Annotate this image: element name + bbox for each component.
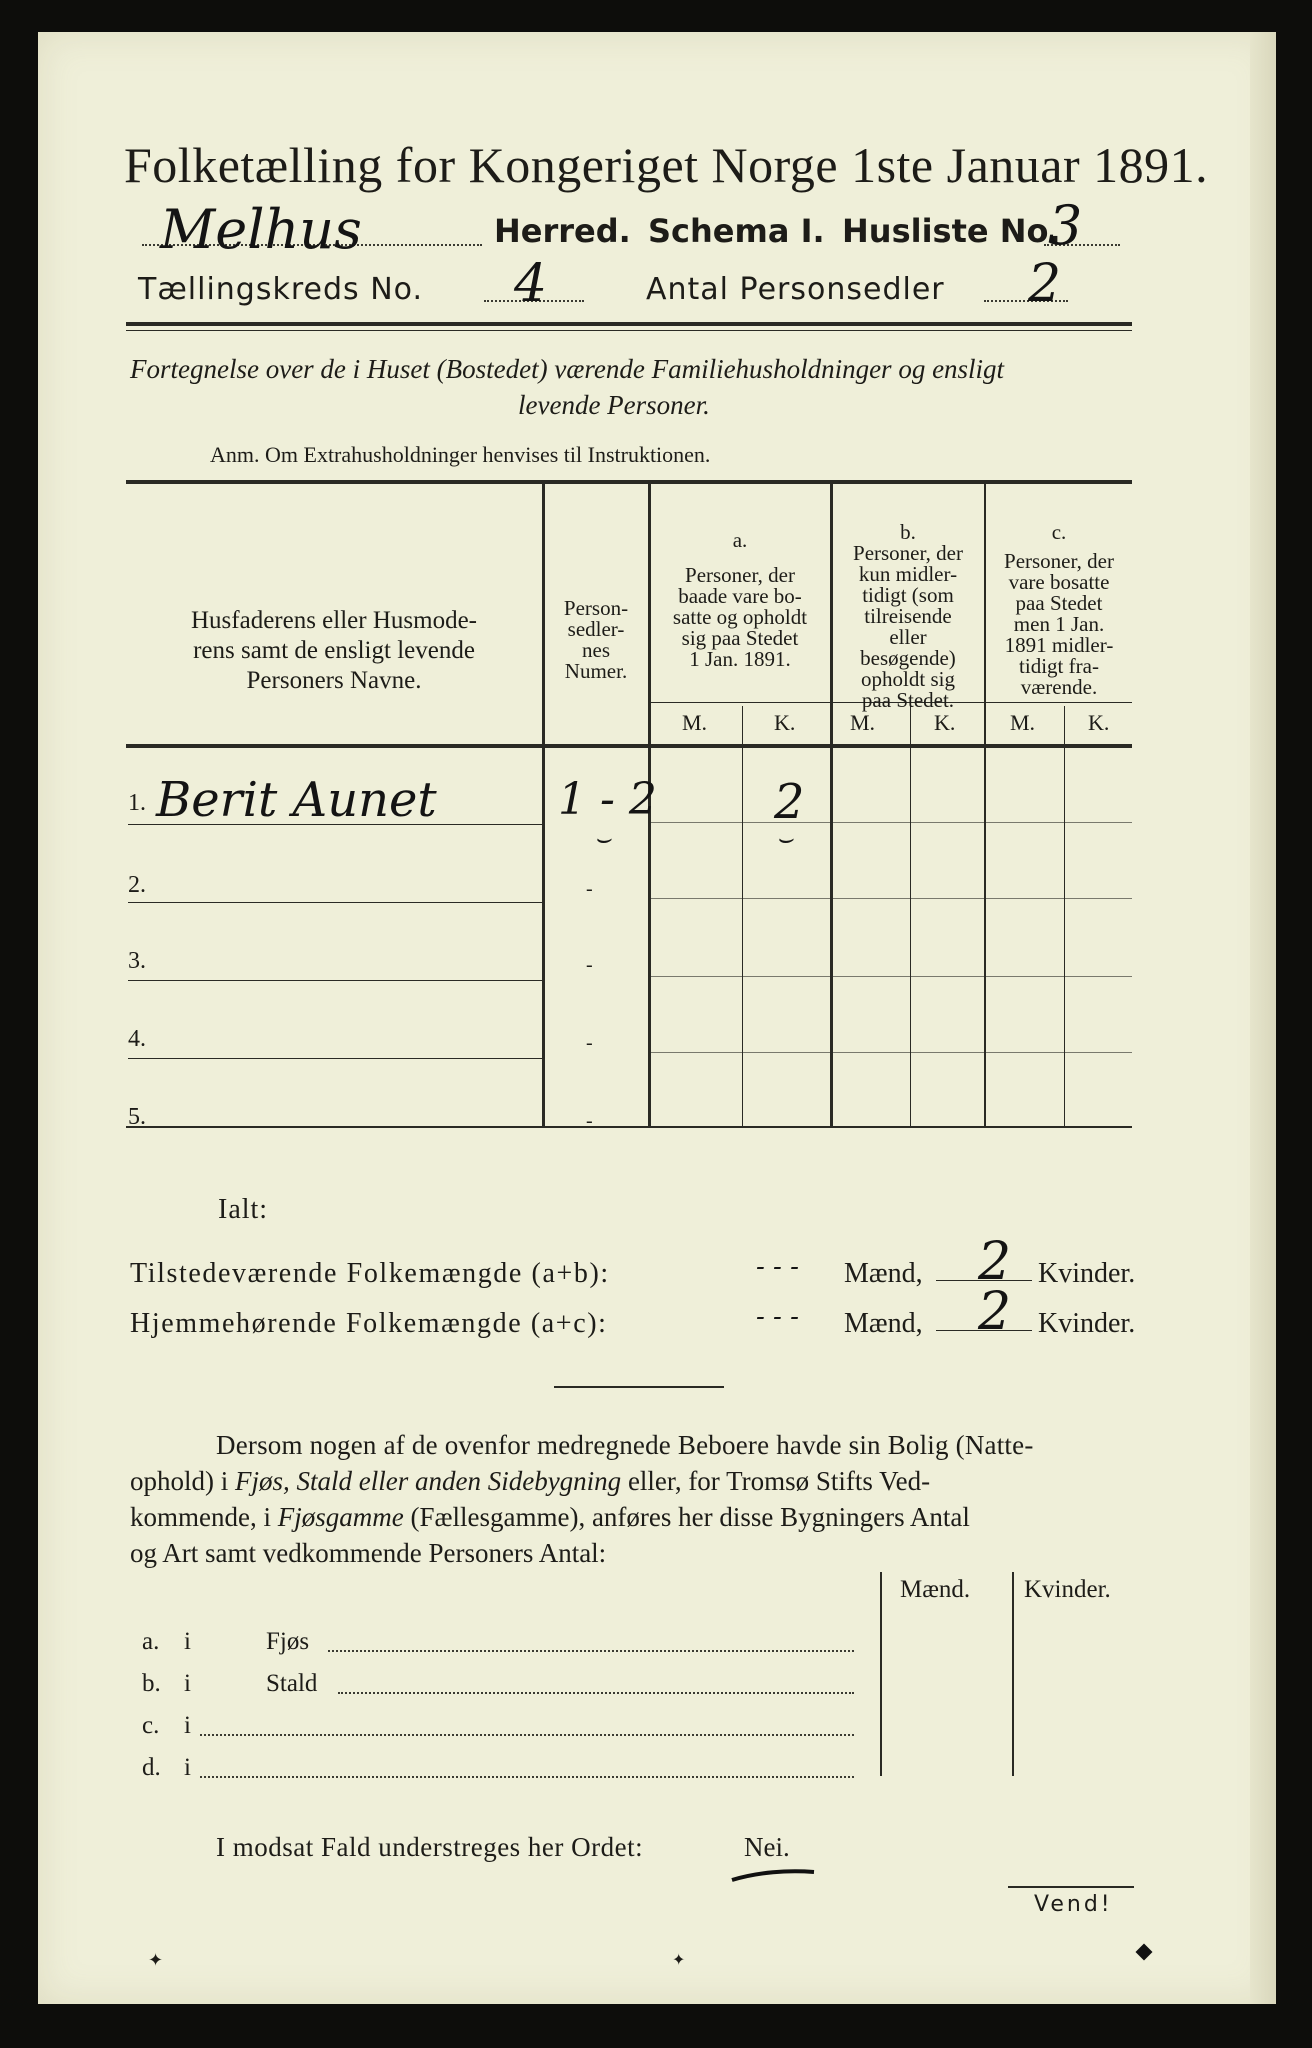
text: kommende, i	[130, 1502, 278, 1532]
outbuilding-letter: a.	[142, 1628, 160, 1655]
totals-present-label: Tilstedeværende Folkemængde (a+b):	[130, 1258, 610, 1289]
row-rule	[650, 898, 1132, 899]
totals-present-kvinder: 2	[978, 1232, 1012, 1292]
kreds-value: 4	[514, 254, 548, 314]
outbuildings-col-divider	[1012, 1572, 1014, 1776]
row-number: 1.	[128, 790, 146, 816]
header-line: tidigt fra-	[1019, 654, 1099, 678]
header-line: paa Stedet	[1015, 591, 1103, 615]
header-col-c	[986, 522, 1132, 698]
col-b-m-label: M.	[850, 710, 876, 735]
row-name: Berit Aunet	[156, 772, 437, 828]
husliste-label: Husliste No.	[842, 212, 1061, 250]
header-line: sedler-	[567, 617, 625, 641]
dotted-fill-line	[200, 1734, 854, 1736]
header-line: nes	[582, 638, 610, 662]
row-rule	[650, 822, 1132, 823]
outbuildings-para-1: Dersom nogen af de ovenfor medregnede Beboere havde sin Bolig (Natte-	[216, 1430, 1034, 1460]
outbuilding-label: Fjøs	[266, 1628, 310, 1655]
binding-mark-icon: ✦	[672, 1950, 686, 1969]
census-form-sheet	[38, 32, 1276, 2004]
outbuildings-maend-header: Mænd.	[900, 1576, 971, 1603]
header-line: 1 Jan. 1891.	[689, 647, 791, 671]
header-line: satte og opholdt	[672, 605, 808, 629]
row-person-number: -	[586, 1032, 593, 1054]
col-c-k-label: K.	[1088, 710, 1110, 735]
outbuildings-col-divider	[880, 1572, 882, 1776]
header-person-number	[546, 598, 646, 682]
table-header-bottom-rule	[126, 744, 1132, 748]
header-line: vare bosatte	[1008, 570, 1110, 594]
section-divider	[554, 1386, 724, 1388]
header-line: 1891 midler-	[1004, 633, 1114, 657]
table-mk-divider	[742, 706, 743, 1126]
header-letter: b.	[900, 520, 916, 544]
intro-line-2: levende Personer.	[518, 390, 710, 420]
header-names-line: Personers Navne.	[246, 667, 422, 694]
header-letter: c.	[1051, 520, 1067, 544]
herred-value: Melhus	[160, 198, 362, 261]
kvinder-label: Kvinder.	[1038, 1258, 1136, 1289]
header-line: baade vare bo-	[678, 584, 802, 608]
binding-mark-icon: ✦	[148, 1950, 164, 1971]
header-rule	[126, 322, 1132, 326]
schema-label: Schema I.	[648, 212, 825, 250]
header-line: Personer, der	[1004, 549, 1114, 573]
table-top-rule	[126, 480, 1132, 484]
outbuilding-letter: c.	[142, 1712, 160, 1739]
binding-mark-icon	[1136, 1944, 1153, 1961]
nei-word: Nei.	[744, 1832, 790, 1862]
table-mk-divider	[910, 706, 911, 1126]
outbuilding-label: Stald	[266, 1670, 318, 1697]
row-rule	[128, 1058, 542, 1059]
col-c-m-label: M.	[1010, 710, 1036, 735]
row-rule	[128, 902, 542, 903]
header-line: sig paa Stedet	[681, 626, 799, 650]
col-a-k-label: K.	[774, 710, 796, 735]
outbuilding-prefix: i	[184, 1754, 191, 1781]
antal-label: Antal Personsedler	[646, 272, 945, 307]
totals-present-maend: - - -	[756, 1252, 799, 1282]
maend-label: Mænd,	[844, 1258, 923, 1289]
husliste-value: 3	[1048, 194, 1083, 257]
row-a-k-value: 2	[774, 774, 805, 830]
header-col-b	[832, 522, 984, 711]
col-b-k-label: K.	[934, 710, 956, 735]
header-rule-thin	[126, 330, 1132, 331]
header-line: besøgende)	[860, 646, 956, 670]
col-a-m-label: M.	[682, 710, 708, 735]
header-names-line: rens samt de ensligt levende	[193, 637, 475, 664]
vend-label: Vend!	[1034, 1892, 1113, 1917]
row-person-number: 1 - 2	[558, 774, 657, 825]
text-italic: Fjøs, Stald eller anden Sidebygning	[235, 1466, 622, 1496]
row-rule	[650, 976, 1132, 977]
header-col-a	[650, 530, 830, 670]
text: (Fællesgamme), anføres her disse Bygningers Antal	[403, 1502, 970, 1532]
text: ophold) i	[130, 1466, 235, 1496]
kvinder-label: Kvinder.	[1038, 1308, 1136, 1339]
row-person-number: -	[586, 878, 593, 900]
dotted-fill-line	[328, 1650, 854, 1652]
text: eller, for Tromsø Stifts Ved-	[621, 1466, 931, 1496]
header-line: tilreisende	[864, 604, 952, 628]
dotted-fill-line	[200, 1776, 854, 1778]
row-rule	[650, 1052, 1132, 1053]
totals-resident-kvinder: 2	[978, 1282, 1012, 1342]
outbuildings-para-4: og Art samt vedkommende Personers Antal:	[130, 1538, 607, 1568]
header-line: paa Stedet.	[861, 688, 955, 712]
check-mark: ⌣	[594, 824, 612, 854]
outbuilding-letter: d.	[142, 1754, 161, 1781]
ialt-label: Ialt:	[218, 1194, 269, 1225]
antal-value: 2	[1028, 254, 1062, 314]
check-mark: ⌣	[776, 824, 794, 854]
header-line: tidigt (som	[862, 583, 954, 607]
row-number: 2.	[128, 872, 146, 898]
nei-underline-stroke	[728, 1866, 818, 1886]
maend-label: Mænd,	[844, 1308, 923, 1339]
row-rule	[128, 980, 542, 981]
header-names	[134, 606, 534, 696]
header-line: Numer.	[564, 659, 628, 683]
dotted-fill-line	[338, 1692, 854, 1694]
outbuilding-prefix: i	[184, 1628, 191, 1655]
row-person-number: -	[586, 954, 593, 976]
nei-instruction: I modsat Fald understreges her Ordet:	[216, 1832, 644, 1862]
table-bottom-rule	[126, 1126, 1132, 1128]
row-number: 4.	[128, 1026, 146, 1052]
outbuildings-kvinder-header: Kvinder.	[1024, 1576, 1111, 1603]
row-number: 5.	[128, 1104, 146, 1130]
header-line: eller	[889, 625, 927, 649]
row-number: 3.	[128, 948, 146, 974]
herred-label: Herred.	[494, 212, 631, 250]
header-line: men 1 Jan.	[1013, 612, 1105, 636]
header-names-line: Husfaderens eller Husmode-	[190, 607, 477, 634]
header-line: Person-	[563, 596, 629, 620]
intro-line-1: Fortegnelse over de i Huset (Bostedet) værende Familiehusholdninger og ensligt	[130, 354, 1005, 384]
outbuilding-prefix: i	[184, 1670, 191, 1697]
page-edge	[1250, 32, 1276, 2004]
header-letter: a.	[732, 528, 748, 552]
header-line: Personer, der	[853, 541, 963, 565]
text-italic: Fjøsgamme	[277, 1502, 404, 1532]
table-mk-divider	[1064, 706, 1065, 1126]
kreds-label: Tællingskreds No.	[138, 272, 423, 307]
header-line: kun midler-	[858, 562, 958, 586]
header-line: opholdt sig	[861, 667, 955, 691]
row-person-number: -	[586, 1110, 593, 1132]
totals-resident-maend: - - -	[756, 1302, 799, 1332]
outbuilding-prefix: i	[184, 1712, 191, 1739]
table-col-divider	[542, 484, 545, 1126]
vend-rule	[1008, 1886, 1134, 1888]
instruction-note: Anm. Om Extrahusholdninger henvises til Instruktionen.	[210, 442, 711, 467]
totals-resident-label: Hjemmehørende Folkemængde (a+c):	[130, 1308, 608, 1339]
header-line: værende.	[1020, 675, 1098, 699]
outbuildings-para-2	[130, 1466, 930, 1497]
outbuildings-para-3	[130, 1502, 970, 1533]
outbuilding-letter: b.	[142, 1670, 161, 1697]
form-title: Folketælling for Kongeriget Norge 1ste Januar 1891.	[124, 137, 1209, 193]
header-line: Personer, der	[685, 563, 795, 587]
